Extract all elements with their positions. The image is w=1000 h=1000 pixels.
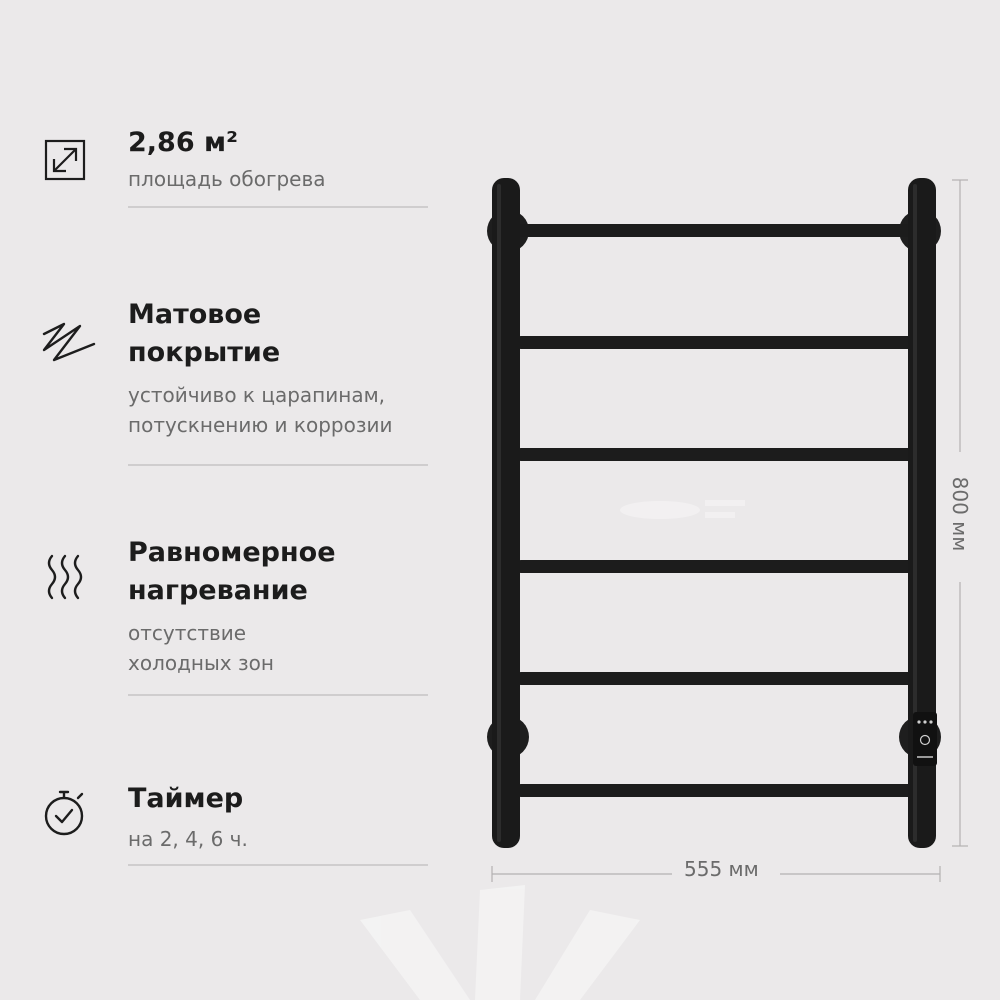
brand-watermark: [620, 500, 745, 519]
height-dimension-label: 800 мм: [948, 476, 972, 552]
divider: [128, 864, 428, 866]
timer-icon: [40, 786, 100, 846]
feature-description: устойчиво к царапинам, потускнению и коррозии: [128, 383, 393, 437]
divider: [128, 464, 428, 466]
background-logo: [360, 885, 640, 1000]
feature-description: площадь обогрева: [128, 167, 326, 191]
feature-description: отсутствие холодных зон: [128, 621, 274, 675]
divider: [128, 206, 428, 208]
matte-texture-icon: [40, 316, 100, 376]
heat-waves-icon: [40, 552, 100, 612]
feature-title: Матовое покрытие: [128, 299, 281, 368]
area-icon: [40, 135, 100, 195]
control-panel-icon: [913, 712, 937, 766]
width-dimension-label: 555 мм: [684, 857, 759, 881]
divider: [128, 694, 428, 696]
feature-description: на 2, 4, 6 ч.: [128, 827, 248, 851]
feature-title: Равномерное нагревание: [128, 537, 336, 606]
feature-title: Таймер: [128, 783, 244, 814]
feature-title: 2,86 м²: [128, 127, 238, 158]
